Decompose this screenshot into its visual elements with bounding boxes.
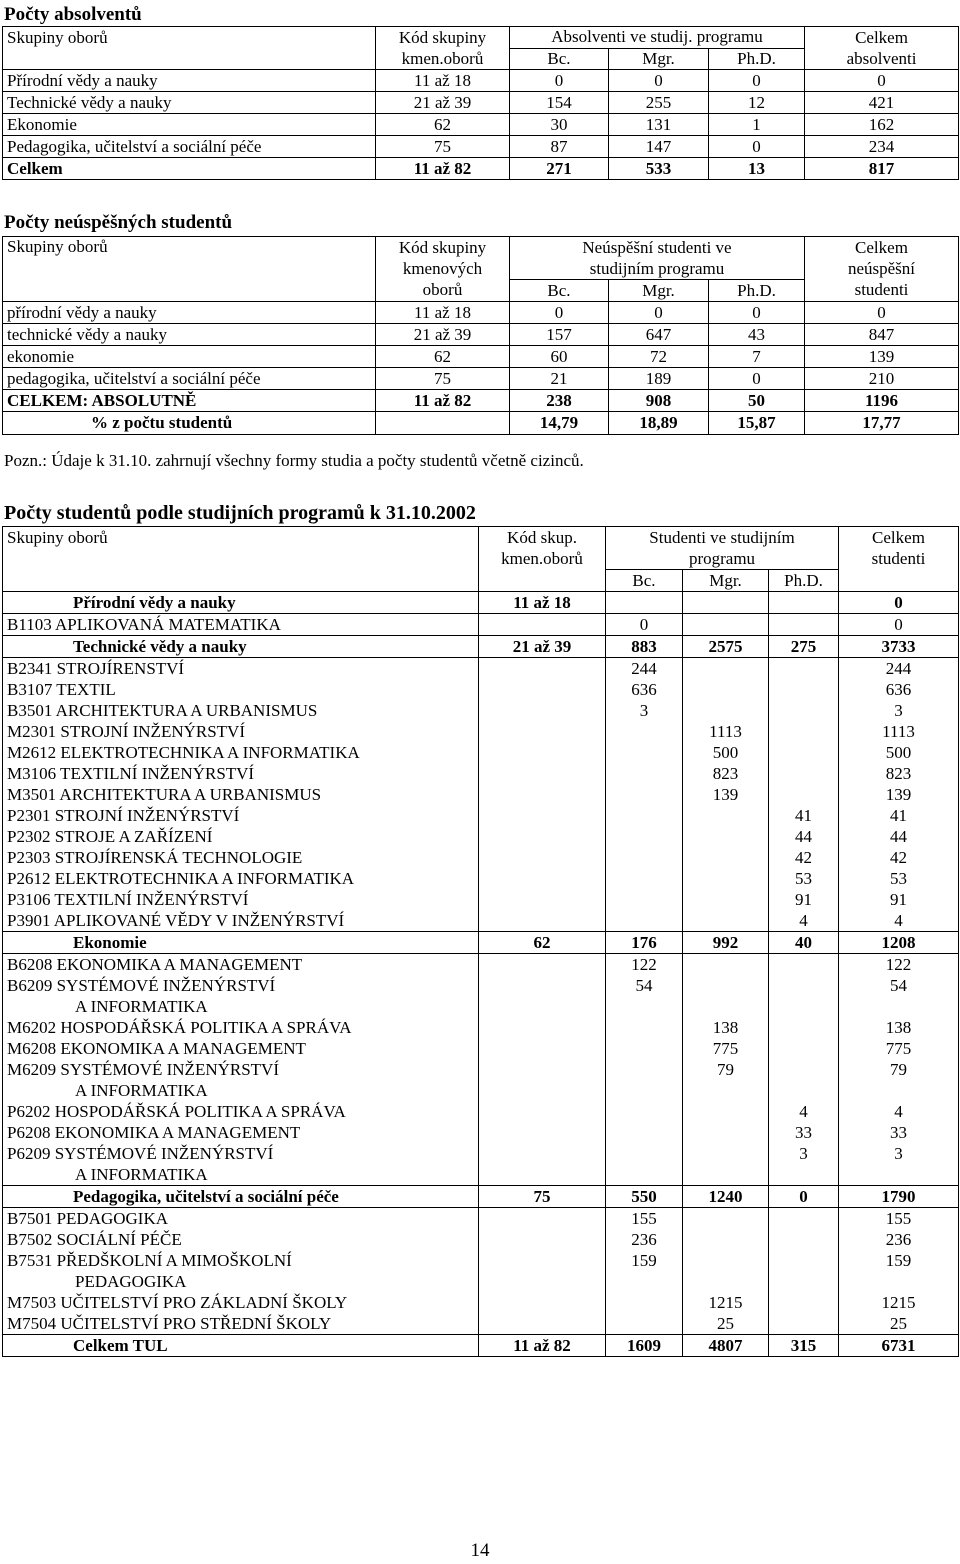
program-block — [3, 658, 959, 932]
row-bc: 0 — [510, 302, 609, 324]
group-total: 3733 — [839, 636, 959, 658]
program-name: B1103 APLIKOVANÁ MATEMATIKA — [3, 614, 479, 636]
program-name: A INFORMATIKA — [75, 997, 208, 1016]
row-mgr: 189 — [609, 368, 709, 390]
program-total: 1215 — [881, 1293, 916, 1312]
program-total-col — [839, 1208, 959, 1335]
program-name: A INFORMATIKA — [75, 1081, 208, 1100]
group-total: 1208 — [839, 932, 959, 954]
program-phd-col — [769, 658, 839, 932]
row-phd: 13 — [709, 158, 805, 180]
program-name: A INFORMATIKA — [75, 1165, 208, 1184]
header-code — [479, 527, 606, 592]
header-code-line1: Kód skupiny — [398, 28, 487, 47]
program-total-col — [839, 658, 959, 932]
program-total: 244 — [885, 659, 912, 678]
row-mgr: 0 — [609, 70, 709, 92]
row-name: ekonomie — [3, 346, 376, 368]
header-mgr: Mgr. — [609, 48, 709, 70]
header-code-line2: kmen.oborů — [501, 549, 583, 568]
header-mgr: Mgr. — [609, 280, 709, 302]
header-students-line1: Studenti ve studijním — [649, 528, 795, 547]
row-bc: 30 — [510, 114, 609, 136]
group-row — [3, 1186, 959, 1208]
table-row — [3, 368, 959, 390]
program-mgr: 500 — [712, 743, 739, 762]
group-row — [3, 932, 959, 954]
section-title-programs: Počty studentů podle studijních programů k 31.10.2002 — [4, 502, 476, 524]
program-total: 4 — [894, 911, 903, 930]
header-total-line1: Celkem — [855, 238, 908, 257]
unsuccessful-table — [2, 236, 959, 435]
note: Pozn.: Údaje k 31.10. zahrnují všechny formy studia a počty studentů včetně cizinců. — [4, 451, 584, 470]
header-bc: Bc. — [510, 280, 609, 302]
total-name: Celkem TUL — [3, 1335, 479, 1357]
program-names — [3, 658, 479, 932]
row-bc: 238 — [510, 390, 609, 412]
group-name: Technické vědy a nauky — [3, 636, 479, 658]
table-row — [3, 136, 959, 158]
row-mgr: 533 — [609, 158, 709, 180]
program-name: M3106 TEXTILNÍ INŽENÝRSTVÍ — [7, 764, 255, 783]
program-code — [479, 954, 606, 1186]
program-total: 41 — [890, 806, 907, 825]
row-bc: 271 — [510, 158, 609, 180]
row-mgr: 255 — [609, 92, 709, 114]
program-names — [3, 1208, 479, 1335]
program-mgr-col — [683, 658, 769, 932]
program-bc-col — [606, 1208, 683, 1335]
program-phd — [769, 614, 839, 636]
group-bc: 883 — [606, 636, 683, 658]
header-total-line3: studenti — [854, 280, 909, 299]
program-phd-col — [769, 1208, 839, 1335]
program-total: 500 — [885, 743, 912, 762]
section-title-unsuccessful: Počty neúspěšných studentů — [4, 212, 233, 233]
program-mgr: 1215 — [708, 1293, 743, 1312]
program-bc: 236 — [631, 1230, 657, 1249]
program-mgr: 823 — [712, 764, 739, 783]
row-code: 11 až 18 — [376, 70, 510, 92]
program-bc: 3 — [639, 701, 649, 720]
row-bc: 14,79 — [510, 412, 609, 435]
header-total-line1: Celkem — [872, 528, 925, 547]
table-row — [3, 324, 959, 346]
program-name: B7502 SOCIÁLNÍ PÉČE — [7, 1230, 182, 1249]
program-name: P2302 STROJE A ZAŘÍZENÍ — [7, 827, 213, 846]
program-name: B6208 EKONOMIKA A MANAGEMENT — [7, 955, 303, 974]
header-students-program — [606, 527, 839, 570]
table-row — [3, 114, 959, 136]
row-total: 139 — [805, 346, 959, 368]
row-code: 21 až 39 — [376, 92, 510, 114]
header-total — [805, 27, 959, 70]
row-code: 75 — [376, 368, 510, 390]
group-code: 21 až 39 — [479, 636, 606, 658]
program-mgr: 775 — [712, 1039, 739, 1058]
group-total: 1790 — [839, 1186, 959, 1208]
row-phd: 7 — [709, 346, 805, 368]
program-total: 636 — [885, 680, 912, 699]
total-total: 6731 — [839, 1335, 959, 1357]
program-phd: 91 — [795, 890, 812, 909]
program-phd-col — [769, 954, 839, 1186]
program-name: B7531 PŘEDŠKOLNÍ A MIMOŠKOLNÍ — [7, 1251, 292, 1270]
program-bc-col — [606, 954, 683, 1186]
program-block — [3, 954, 959, 1186]
row-phd: 0 — [709, 70, 805, 92]
program-name: M7504 UČITELSTVÍ PRO STŘEDNÍ ŠKOLY — [7, 1314, 332, 1333]
program-phd: 42 — [795, 848, 812, 867]
header-code — [376, 237, 510, 302]
program-total: 79 — [890, 1060, 907, 1079]
row-code: 21 až 39 — [376, 324, 510, 346]
row-bc: 154 — [510, 92, 609, 114]
row-phd: 0 — [709, 368, 805, 390]
program-mgr: 25 — [717, 1314, 734, 1333]
program-total-col — [839, 954, 959, 1186]
header-unsuccessful-line2: studijním programu — [589, 259, 725, 278]
group-total: 0 — [839, 592, 959, 614]
header-total-line2: studenti — [871, 549, 926, 568]
row-phd: 0 — [709, 136, 805, 158]
program-total: 139 — [885, 785, 912, 804]
row-code: 11 až 18 — [376, 302, 510, 324]
page-number: 14 — [470, 1540, 490, 1561]
row-total: 0 — [805, 70, 959, 92]
total-row — [3, 1335, 959, 1357]
program-name: B3107 TEXTIL — [7, 680, 116, 699]
header-mgr: Mgr. — [683, 570, 769, 592]
row-code: 62 — [376, 114, 510, 136]
row-mgr: 647 — [609, 324, 709, 346]
program-phd: 33 — [795, 1123, 812, 1142]
row-code: 62 — [376, 346, 510, 368]
table-row — [3, 92, 959, 114]
header-group: Skupiny oborů — [3, 527, 479, 592]
row-name: pedagogika, učitelství a sociální péče — [3, 368, 376, 390]
group-bc — [606, 592, 683, 614]
program-phd: 4 — [799, 911, 808, 930]
row-name: Ekonomie — [3, 114, 376, 136]
header-total — [805, 237, 959, 302]
percent-row — [3, 412, 959, 435]
header-phd: Ph.D. — [709, 48, 805, 70]
header-unsuccessful-program — [510, 237, 805, 280]
row-name: Celkem — [3, 158, 376, 180]
row-total: 17,77 — [805, 412, 959, 435]
row-total: 162 — [805, 114, 959, 136]
program-name: M6209 SYSTÉMOVÉ INŽENÝRSTVÍ — [7, 1060, 279, 1079]
header-total — [839, 527, 959, 592]
program-name: PEDAGOGIKA — [75, 1272, 187, 1291]
program-total: 33 — [890, 1123, 907, 1142]
programs-table — [2, 526, 959, 1357]
group-phd: 40 — [769, 932, 839, 954]
program-mgr-col — [683, 1208, 769, 1335]
section-title-graduates: Počty absolventů — [4, 4, 142, 25]
row-total: 210 — [805, 368, 959, 390]
program-mgr: 138 — [712, 1018, 739, 1037]
group-name: Přírodní vědy a nauky — [3, 592, 479, 614]
program-name: P2301 STROJNÍ INŽENÝRSTVÍ — [7, 806, 240, 825]
program-mgr: 1113 — [709, 722, 742, 741]
group-mgr — [683, 592, 769, 614]
row-total: 817 — [805, 158, 959, 180]
program-block — [3, 1208, 959, 1335]
row-total: 1196 — [805, 390, 959, 412]
program-name: P3901 APLIKOVANÉ VĚDY V INŽENÝRSTVÍ — [7, 911, 345, 930]
program-bc: 636 — [631, 680, 657, 699]
program-total: 1113 — [882, 722, 915, 741]
program-phd: 41 — [795, 806, 812, 825]
row-code: 11 až 82 — [376, 158, 510, 180]
row-mgr: 908 — [609, 390, 709, 412]
total-bc: 1609 — [606, 1335, 683, 1357]
row-total: 0 — [805, 302, 959, 324]
row-code: 11 až 82 — [376, 390, 510, 412]
program-bc-col — [606, 658, 683, 932]
graduates-table — [2, 26, 959, 180]
total-row — [3, 390, 959, 412]
program-name: P2612 ELEKTROTECHNIKA A INFORMATIKA — [7, 869, 355, 888]
header-bc: Bc. — [510, 48, 609, 70]
program-bc: 54 — [635, 976, 653, 995]
group-phd — [769, 592, 839, 614]
program-name: B3501 ARCHITEKTURA A URBANISMUS — [7, 701, 318, 720]
program-mgr: 79 — [717, 1060, 734, 1079]
header-graduates-program: Absolventi ve studij. programu — [510, 27, 805, 49]
total-code: 11 až 82 — [479, 1335, 606, 1357]
row-name: Technické vědy a nauky — [3, 92, 376, 114]
program-name: P6209 SYSTÉMOVÉ INŽENÝRSTVÍ — [7, 1144, 274, 1163]
row-mgr: 0 — [609, 302, 709, 324]
program-total: 122 — [885, 955, 912, 974]
program-total: 159 — [885, 1251, 912, 1270]
header-code — [376, 27, 510, 70]
header-total-line1: Celkem — [855, 28, 908, 47]
header-group: Skupiny oborů — [3, 237, 376, 302]
program-name: B2341 STROJÍRENSTVÍ — [7, 659, 185, 678]
program-name: B6209 SYSTÉMOVÉ INŽENÝRSTVÍ — [7, 976, 276, 995]
program-total: 91 — [890, 890, 907, 909]
table-row — [3, 70, 959, 92]
table-row — [3, 302, 959, 324]
row-bc: 87 — [510, 136, 609, 158]
program-total: 236 — [885, 1230, 912, 1249]
header-total-line2: neúspěšní — [847, 259, 916, 278]
row-total: 234 — [805, 136, 959, 158]
program-total: 44 — [890, 827, 907, 846]
program-total: 775 — [885, 1039, 912, 1058]
program-bc: 244 — [631, 659, 657, 678]
row-bc: 60 — [510, 346, 609, 368]
header-code-line1: Kód skupiny — [398, 238, 487, 257]
group-code: 75 — [479, 1186, 606, 1208]
program-total: 0 — [839, 614, 959, 636]
program-row — [3, 614, 959, 636]
group-code: 62 — [479, 932, 606, 954]
row-phd: 43 — [709, 324, 805, 346]
group-row — [3, 592, 959, 614]
group-name: Ekonomie — [3, 932, 479, 954]
program-bc: 155 — [631, 1209, 657, 1228]
row-phd: 1 — [709, 114, 805, 136]
program-name: M2301 STROJNÍ INŽENÝRSTVÍ — [7, 722, 245, 741]
header-code-line1: Kód skup. — [507, 528, 577, 547]
header-phd: Ph.D. — [709, 280, 805, 302]
row-phd: 50 — [709, 390, 805, 412]
row-phd: 12 — [709, 92, 805, 114]
program-phd: 53 — [795, 869, 812, 888]
row-name: CELKEM: ABSOLUTNĚ — [3, 390, 376, 412]
group-mgr: 1240 — [683, 1186, 769, 1208]
program-code — [479, 614, 606, 636]
group-row — [3, 636, 959, 658]
program-phd: 4 — [799, 1102, 808, 1121]
program-mgr-col — [683, 954, 769, 1186]
header-students-line2: programu — [688, 549, 756, 568]
row-name: technické vědy a nauky — [3, 324, 376, 346]
group-mgr: 2575 — [683, 636, 769, 658]
row-name: Přírodní vědy a nauky — [3, 70, 376, 92]
program-total: 3 — [894, 701, 903, 720]
program-mgr — [683, 614, 769, 636]
program-phd: 44 — [795, 827, 812, 846]
program-name: P6208 EKONOMIKA A MANAGEMENT — [7, 1123, 301, 1142]
header-code-line2: kmenových — [402, 259, 483, 278]
row-total: 421 — [805, 92, 959, 114]
row-bc: 157 — [510, 324, 609, 346]
header-code-line2: kmen.oborů — [401, 49, 484, 68]
row-mgr: 147 — [609, 136, 709, 158]
header-code-line3: oborů — [422, 280, 463, 299]
program-name: P2303 STROJÍRENSKÁ TECHNOLOGIE — [7, 848, 303, 867]
table-row — [3, 346, 959, 368]
program-names — [3, 954, 479, 1186]
program-name: M7503 UČITELSTVÍ PRO ZÁKLADNÍ ŠKOLY — [7, 1293, 348, 1312]
program-name: P6202 HOSPODÁŘSKÁ POLITIKA A SPRÁVA — [7, 1102, 346, 1121]
row-phd: 15,87 — [709, 412, 805, 435]
header-unsuccessful-line1: Neúspěšní studenti ve — [582, 238, 732, 257]
row-phd: 0 — [709, 302, 805, 324]
row-mgr: 18,89 — [609, 412, 709, 435]
group-bc: 550 — [606, 1186, 683, 1208]
group-phd: 275 — [769, 636, 839, 658]
program-bc: 0 — [606, 614, 683, 636]
row-name: Pedagogika, učitelství a sociální péče — [3, 136, 376, 158]
header-group: Skupiny oborů — [3, 27, 376, 70]
program-name: P3106 TEXTILNÍ INŽENÝRSTVÍ — [7, 890, 249, 909]
program-name: B7501 PEDAGOGIKA — [7, 1209, 169, 1228]
total-mgr: 4807 — [683, 1335, 769, 1357]
program-bc: 159 — [631, 1251, 657, 1270]
program-total: 54 — [890, 976, 907, 995]
total-row — [3, 158, 959, 180]
row-code: 75 — [376, 136, 510, 158]
program-total: 53 — [890, 869, 907, 888]
header-bc: Bc. — [606, 570, 683, 592]
program-bc: 122 — [631, 955, 657, 974]
program-total: 138 — [885, 1018, 912, 1037]
program-name: M2612 ELEKTROTECHNIKA A INFORMATIKA — [7, 743, 360, 762]
program-total: 25 — [890, 1314, 907, 1333]
program-name: M6208 EKONOMIKA A MANAGEMENT — [7, 1039, 306, 1058]
group-bc: 176 — [606, 932, 683, 954]
row-mgr: 131 — [609, 114, 709, 136]
program-name: M6202 HOSPODÁŘSKÁ POLITIKA A SPRÁVA — [7, 1018, 352, 1037]
row-name: % z počtu studentů — [3, 412, 376, 435]
program-code — [479, 658, 606, 932]
program-total: 4 — [894, 1102, 903, 1121]
program-total: 155 — [885, 1209, 912, 1228]
program-mgr: 139 — [712, 785, 739, 804]
program-code — [479, 1208, 606, 1335]
group-mgr: 992 — [683, 932, 769, 954]
row-mgr: 72 — [609, 346, 709, 368]
group-name: Pedagogika, učitelství a sociální péče — [3, 1186, 479, 1208]
header-phd: Ph.D. — [769, 570, 839, 592]
row-bc: 21 — [510, 368, 609, 390]
header-total-line2: absolventi — [846, 49, 917, 68]
total-phd: 315 — [769, 1335, 839, 1357]
program-total: 42 — [890, 848, 907, 867]
program-total: 3 — [894, 1144, 903, 1163]
row-code — [376, 412, 510, 435]
group-code: 11 až 18 — [479, 592, 606, 614]
group-phd: 0 — [769, 1186, 839, 1208]
row-bc: 0 — [510, 70, 609, 92]
program-name: M3501 ARCHITEKTURA A URBANISMUS — [7, 785, 322, 804]
program-phd: 3 — [799, 1144, 808, 1163]
program-total: 823 — [885, 764, 912, 783]
row-total: 847 — [805, 324, 959, 346]
row-name: přírodní vědy a nauky — [3, 302, 376, 324]
